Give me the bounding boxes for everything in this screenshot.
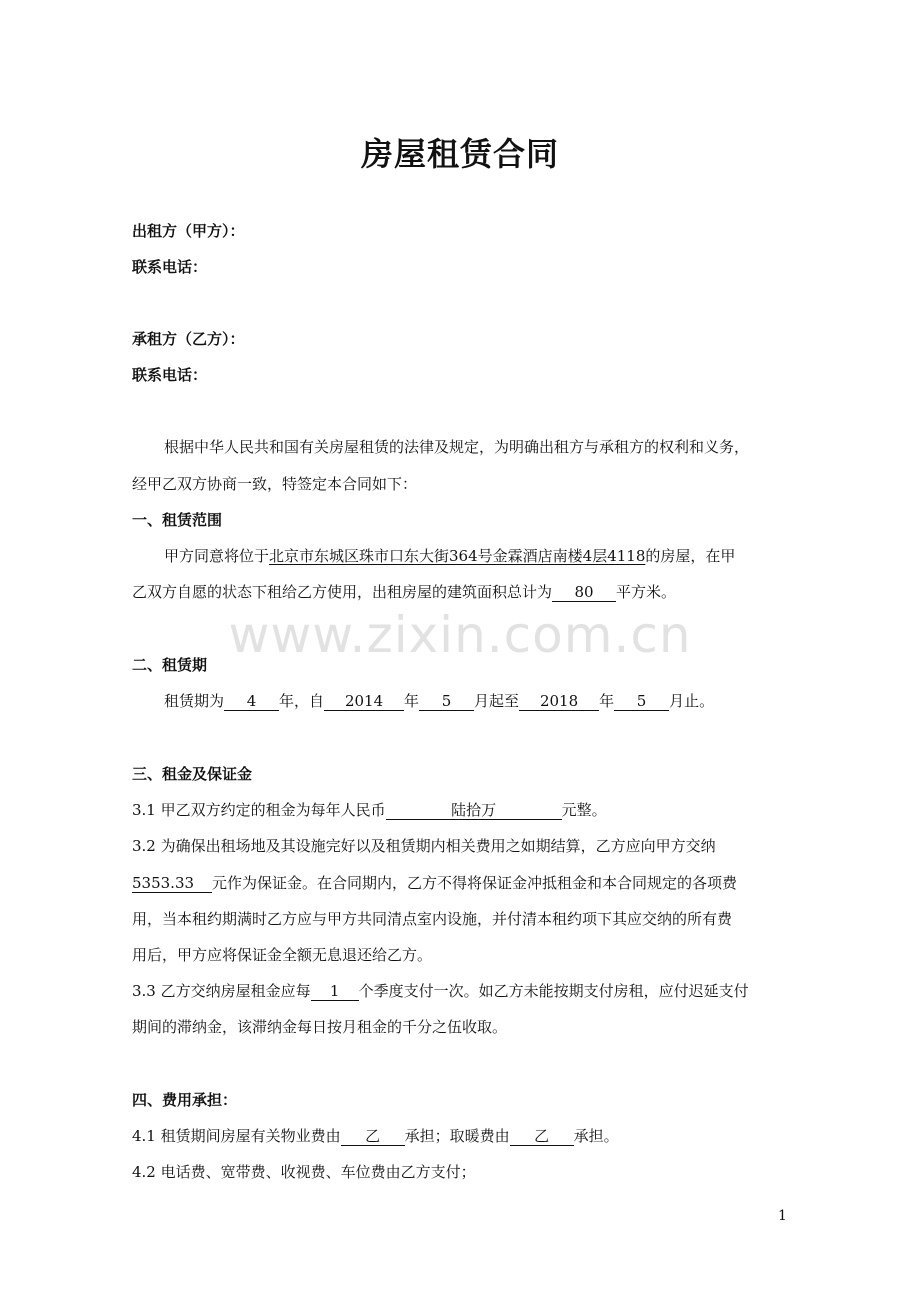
lessee-phone-label: 联系电话： [132, 366, 208, 384]
lease-term-text: 月止。 [669, 692, 715, 710]
watermark: www.zixin.com.cn [228, 606, 692, 664]
clause-text: 承担；取暖费由 [404, 1127, 510, 1145]
section-1-text: 乙双方自愿的状态下租给乙方使用，出租房屋的建筑面积总计为 [132, 583, 553, 601]
clause-3-3-line-2: 期间的滞纳金，该滞纳金每日按月租金的千分之伍收取。 [132, 1018, 508, 1036]
clause-3-3-line-1 [132, 980, 792, 1002]
clause-text: 3.3 乙方交纳房屋租金应每 [132, 982, 311, 1000]
rent-amount: 陆拾万 [386, 801, 562, 820]
start-year: 2014 [324, 692, 404, 711]
section-3-heading: 三、租金及保证金 [132, 765, 253, 783]
payment-quarters: 1 [311, 982, 359, 1001]
property-fee-party: 乙 [341, 1127, 405, 1146]
section-1-line-1 [164, 545, 824, 567]
property-address: 北京市东城区珠市口东大街364号金霖酒店南楼4层4118 [269, 547, 646, 565]
clause-text: 4.1 租赁期间房屋有关物业费由 [132, 1127, 341, 1145]
lease-years: 4 [224, 692, 279, 711]
section-1-line-2 [132, 581, 792, 603]
clause-text: 个季度支付一次。如乙方未能按期支付房租，应付迟延支付 [358, 982, 749, 1000]
preamble-line-1: 根据中华人民共和国有关房屋租赁的法律及规定，为明确出租方与承租方的权利和义务， [164, 438, 750, 456]
lessor-phone-label: 联系电话： [132, 258, 208, 276]
document-title: 房屋租赁合同 [360, 135, 559, 173]
clause-3-2-line-4: 用后，甲方应将保证金全额无息退还给乙方。 [132, 946, 433, 964]
lessee-label: 承租方（乙方）： [132, 330, 245, 348]
start-month: 5 [419, 692, 474, 711]
clause-3-2-line-2 [132, 872, 792, 894]
lease-term-text: 年 [404, 692, 420, 710]
heating-fee-party: 乙 [510, 1127, 574, 1146]
preamble-line-2: 经甲乙双方协商一致，特签定本合同如下： [132, 475, 418, 493]
area-value: 80 [552, 583, 616, 602]
lease-term-line [164, 690, 824, 712]
clause-3-2-line-1: 3.2 为确保出租场地及其设施完好以及租赁期内相关费用之如期结算，乙方应向甲方交纳 [132, 837, 716, 855]
clause-text: 3.1 甲乙双方约定的租金为每年人民币 [132, 801, 386, 819]
section-1-text: 平方米。 [616, 583, 677, 601]
lease-term-text: 年 [599, 692, 615, 710]
deposit-amount: 5353.33 [132, 874, 212, 893]
clause-4-1 [132, 1125, 792, 1147]
lease-term-text: 租赁期为 [164, 692, 225, 710]
clause-text: 承担。 [573, 1127, 619, 1145]
clause-3-1 [132, 799, 792, 821]
section-1-text: 甲方同意将位于 [164, 547, 270, 565]
section-1-text: 的房屋，在甲 [645, 547, 736, 565]
section-4-heading: 四、费用承担： [132, 1091, 238, 1109]
end-year: 2018 [519, 692, 599, 711]
page-number: 1 [778, 1208, 787, 1224]
clause-text: 元整。 [561, 801, 607, 819]
clause-text: 元作为保证金。在合同期内，乙方不得将保证金冲抵租金和本合同规定的各项费 [212, 874, 738, 892]
end-month: 5 [614, 692, 669, 711]
clause-3-2-line-3: 用，当本租约期满时乙方应与甲方共同清点室内设施，并付清本租约项下其应交纳的所有费 [132, 910, 733, 928]
lease-term-text: 月起至 [474, 692, 520, 710]
lessor-label: 出租方（甲方）： [132, 222, 245, 240]
clause-4-2: 4.2 电话费、宽带费、收视费、车位费由乙方支付； [132, 1163, 476, 1181]
lease-term-text: 年，自 [279, 692, 325, 710]
section-1-heading: 一、租赁范围 [132, 511, 223, 529]
section-2-heading: 二、租赁期 [132, 656, 208, 674]
